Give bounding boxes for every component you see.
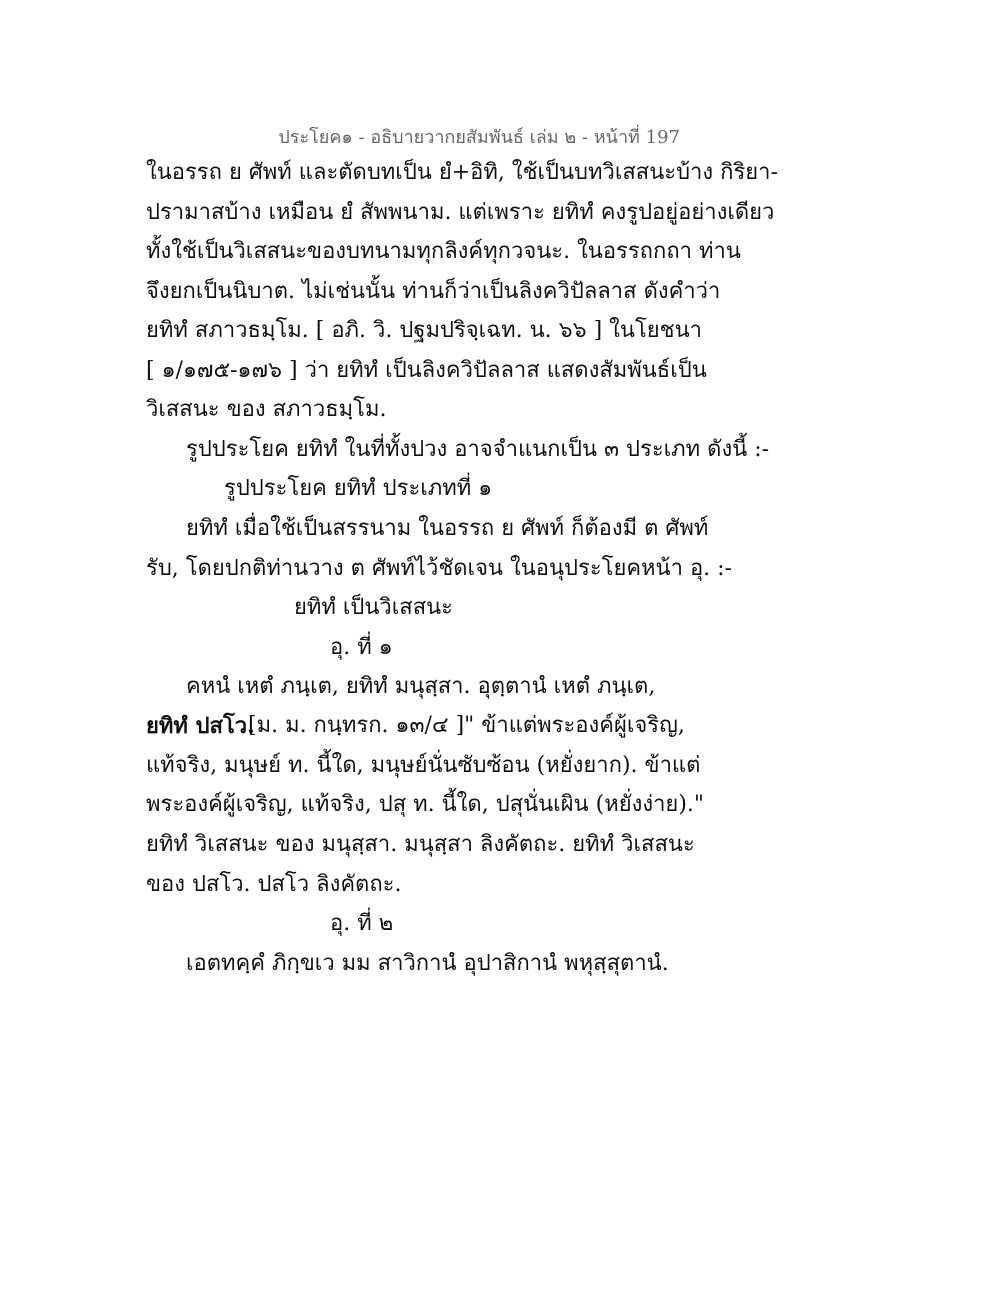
text-line-7: วิเสสนะ ของ สภาวธมฺโม. — [146, 397, 387, 422]
text-line-10: ยทิทํ เมื่อใช้เป็นสรรนาม ในอรรถ ย ศัพท์ ก็ต้องมี ต ศัพท์ — [186, 516, 709, 541]
example-label-2: อุ. ที่ ๒ — [330, 911, 394, 936]
text-line-1: ในอรรถ ย ศัพท์ และตัดบทเป็น ยํ+อิทิ, ใช้เป็นบทวิเสสนะบ้าง กิริยา- — [146, 160, 778, 185]
text-line-19: ของ ปสโว. ปสโว ลิงคัตถะ. — [146, 872, 402, 897]
example-label-1: อุ. ที่ ๑ — [330, 635, 393, 660]
text-line-18: ยทิทํ วิเสสนะ ของ มนุสฺสา. มนุสฺสา ลิงคัตถะ. ยทิทํ วิเสสนะ — [146, 832, 695, 857]
text-line-16: แท้จริง, มนุษย์ ท. นี้ใด, มนุษย์นั่นซับซ้อน (หยั่งยาก). ข้าแต่ — [146, 753, 701, 778]
text-line-4: จึงยกเป็นนิบาต. ไม่เช่นนั้น ท่านก็ว่าเป็นลิงควิปัลลาส ดังคำว่า — [146, 279, 721, 304]
bold-term: ยทิทํ ปสโว. — [146, 713, 255, 739]
text-line-6: [ ๑/๑๗๕-๑๗๖ ] ว่า ยทิทํ เป็นลิงควิปัลลาส แสดงสัมพันธ์เป็น — [146, 358, 707, 383]
running-header: ประโยค๑ - อธิบายวากยสัมพันธ์ เล่ม ๒ - หน้าที่ 197 — [278, 127, 680, 148]
text-line-2: ปรามาสบ้าง เหมือน ยํ สัพพนาม. แต่เพราะ ยทิทํ คงรูปอยู่อย่างเดียว — [146, 200, 775, 225]
text-line-21: เอตทคฺคํ ภิกฺขเว มม สาวิกานํ อุปาสิกานํ พหุสฺสุตานํ. — [186, 951, 669, 976]
text-line-14: คหนํ เหตํ ภนฺเต, ยทิทํ มนุสฺสา. อุตฺตานํ เหตํ ภนฺเต, — [186, 674, 656, 699]
section-heading: รูปประโยค ยทิทํ ประเภทที่ ๑ — [224, 476, 493, 501]
text-line-8: รูปประโยค ยทิทํ ในที่ทั้งปวง อาจจำแนกเป็น ๓ ประเภท ดังนี้ :- — [186, 437, 770, 462]
text-line-11: รับ, โดยปกติท่านวาง ต ศัพท์ไว้ชัดเจน ในอนุประโยคหน้า อุ. :- — [146, 556, 732, 581]
subheading: ยทิทํ เป็นวิเสสนะ — [294, 595, 453, 620]
text-line-3: ทั้งใช้เป็นวิเสสนะของบทนามทุกลิงค์ทุกวจนะ. ในอรรถกถา ท่าน — [146, 239, 741, 264]
citation: [ม. ม. กนฺทรก. ๑๓/๔ ]" ข้าแต่พระองค์ผู้เจริญ, — [248, 713, 685, 738]
text-line-17: พระองค์ผู้เจริญ, แท้จริง, ปสุ ท. นี้ใด, ปสุนั่นเผิน (หยั่งง่าย)." — [146, 792, 705, 817]
text-line-5: ยทิทํ สภาวธมฺโม. [ อภิ. วิ. ปฐมปริจฺเฉท. น. ๖๖ ] ในโยชนา — [146, 318, 702, 343]
